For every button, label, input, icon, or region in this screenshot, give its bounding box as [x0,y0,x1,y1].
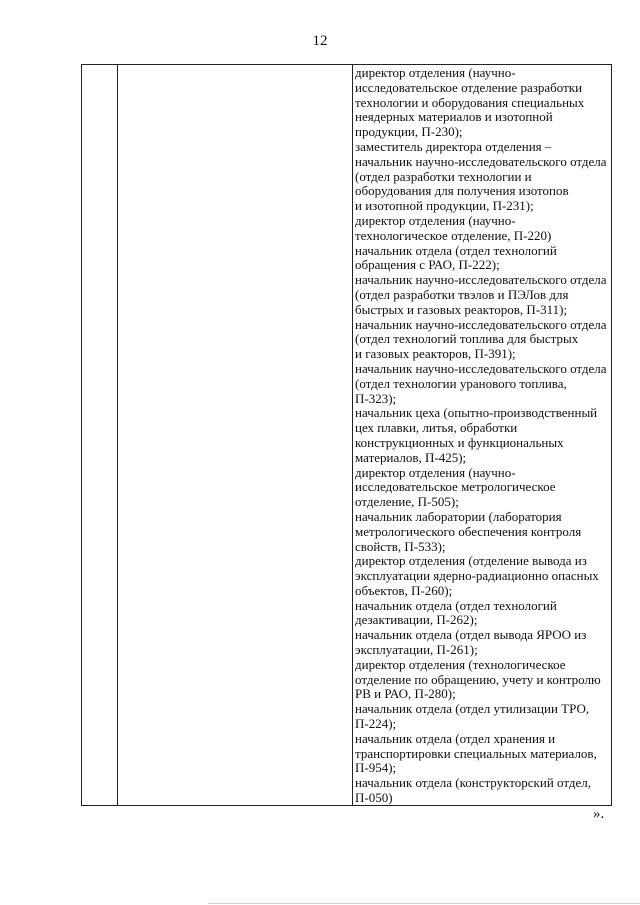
table-text-line: оборудования для получения изотопов [355,183,569,199]
table-text-line: начальник отдела (отдел утилизации ТРО, [355,701,590,717]
positions-table [81,64,612,806]
page-number: 12 [312,33,328,49]
table-text-line: технологии и оборудования специальных [355,94,585,110]
table-text-line: продукции, П-230); [355,124,463,140]
table-text-line: (отдел разработки твэлов и ПЭЛов для [355,286,569,302]
table-text-line: отделение по обращению, учету и контролю [355,671,601,687]
table-text-line: начальник отдела (отдел хранения и [355,730,556,746]
table-text-line: конструкционных и функциональных [355,434,564,450]
table-text-line: П-224); [355,716,397,732]
table-text-line: эксплуатации ядерно-радиационно опасных [355,568,599,584]
table-text-line: начальник научно-исследовательского отдела [355,360,607,376]
table-text-line: П-323); [355,390,397,406]
table-text-line: (отдел разработки технологии и [355,168,532,184]
table-text-line: начальник лаборатории (лаборатория [355,508,562,524]
table-text-line: и газовых реакторов, П-391); [355,346,516,362]
table-text-line: директор отделения (научно- [355,65,516,80]
table-text-line: технологическое отделение, П-220) [355,227,552,243]
table-text-line: отделение, П-505); [355,494,459,510]
table-text-line: транспортировки специальных материалов, [355,745,597,761]
table-text-line: метрологического обеспечения контроля [355,523,582,539]
table-text-line: начальник отдела (отдел вывода ЯРОО из [355,627,587,643]
table-text-line: объектов, П-260); [355,582,453,598]
table-text-line: П-954); [355,760,397,776]
table-text-line: директор отделения (технологическое [355,656,566,672]
table-text-line: П-050) [355,790,393,806]
table-text-line: начальник отдела (конструкторский отдел, [355,775,591,791]
table-text-line: заместитель директора отделения – [355,138,552,154]
table-text-line: неядерных материалов и изотопной [355,109,553,125]
table-text-line: директор отделения (научно- [355,212,516,228]
table-text-line: начальник научно-исследовательского отдела [355,316,607,332]
table-text-line: директор отделения (отделение вывода из [355,553,587,569]
table-text-line: эксплуатации, П-261); [355,642,478,658]
table-column-divider [117,65,118,805]
table-text-line: начальник цеха (опытно-производственный [355,405,598,421]
table-text-line: и изотопной продукции, П-231); [355,198,534,214]
table-text-line: (отдел технологии уранового топлива, [355,375,567,391]
table-text-line: цех плавки, литья, обработки [355,420,518,436]
scan-edge-line [208,903,640,904]
table-text-line: директор отделения (научно- [355,464,516,480]
closing-quote-mark: ». [593,806,605,822]
table-text-line: РВ и РАО, П-280); [355,686,456,702]
table-text-line: свойств, П-533); [355,538,446,554]
table-text-line: обращения с РАО, П-222); [355,257,500,273]
table-text-line: исследовательское отделение разработки [355,79,583,95]
table-text-line: быстрых и газовых реакторов, П-311); [355,301,568,317]
table-column-divider [352,65,353,805]
table-text-line: материалов, П-425); [355,449,467,465]
table-text-line: начальник научно-исследовательского отдела [355,153,607,169]
table-text-line: дезактивации, П-262); [355,612,478,628]
table-text-line: начальник отдела (отдел технологий [355,242,557,258]
table-text-line: (отдел технологий топлива для быстрых [355,331,579,347]
table-text-line: начальник отдела (отдел технологий [355,597,557,613]
table-text-line: исследовательское метрологическое [355,479,556,495]
positions-column [355,65,613,806]
table-text-line: начальник научно-исследовательского отдела [355,272,607,288]
